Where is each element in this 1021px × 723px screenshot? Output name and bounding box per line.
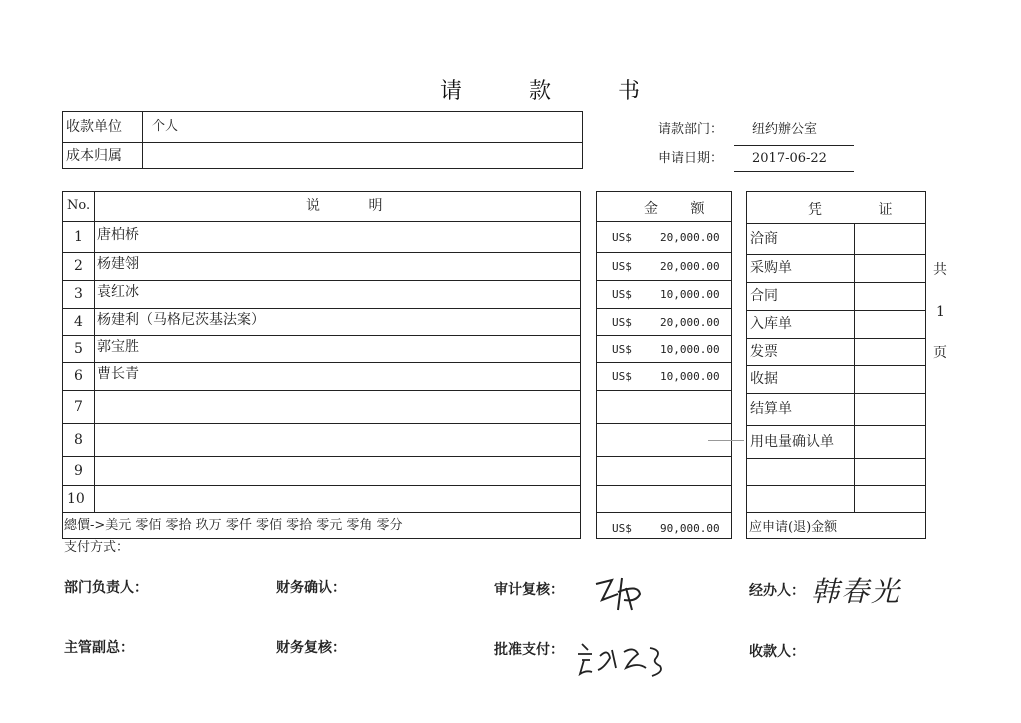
row-amount: 20,000.00 [660, 315, 720, 329]
audit-signature [588, 570, 658, 620]
dept-label: 请款部门： [658, 122, 724, 137]
row-divider [62, 308, 581, 309]
cost-label: 成本归属 [66, 148, 122, 164]
row-amount: 20,000.00 [660, 230, 720, 244]
row-currency: US$ [612, 315, 632, 329]
row-description: 杨建翎 [97, 256, 139, 272]
approve-pay-label: 批准支付： [494, 642, 564, 658]
voucher-item: 入库单 [750, 316, 792, 332]
row-divider [596, 280, 732, 281]
row-description: 杨建利（马格尼茨基法案） [97, 311, 265, 328]
row-number: 4 [74, 313, 83, 330]
date-value: 2017-06-22 [752, 151, 827, 166]
row-divider [62, 252, 581, 253]
row-divider [62, 221, 581, 222]
row-description: 袁红冰 [97, 284, 139, 300]
dept-value: 纽约辦公室 [752, 122, 818, 137]
voucher-row-divider [746, 365, 926, 366]
voucher-row-divider [746, 512, 926, 513]
voucher-header: 凭 证 [808, 202, 919, 218]
voucher-row-divider [746, 310, 926, 311]
row-divider [596, 456, 732, 457]
deputy-label: 主管副总： [64, 640, 134, 656]
approval-signature [572, 638, 682, 683]
row-divider [596, 221, 732, 222]
row-divider [596, 512, 732, 513]
document-title: 请 款 书 [440, 79, 670, 104]
voucher-row-divider [746, 282, 926, 283]
stray-mark [708, 440, 744, 441]
voucher-row-divider [746, 338, 926, 339]
voucher-row-divider [746, 254, 926, 255]
total-currency: US$ [612, 522, 632, 535]
date-label: 申请日期： [658, 151, 724, 166]
row-divider [62, 456, 581, 457]
voucher-row-divider [746, 485, 926, 486]
row-divider [596, 390, 732, 391]
row-number: 9 [74, 462, 83, 479]
dept-head-label: 部门负责人： [64, 580, 148, 596]
row-number: 7 [74, 398, 83, 415]
voucher-item: 发票 [750, 343, 778, 360]
handler-signature: 韩春光 [811, 575, 902, 608]
row-divider [596, 362, 732, 363]
voucher-item: 合同 [750, 288, 778, 304]
page-count: 1 [936, 304, 945, 320]
voucher-row-divider [746, 458, 926, 459]
payment-method-label: 支付方式： [64, 540, 130, 555]
voucher-item: 收据 [750, 371, 778, 387]
payee-label: 收款单位 [66, 119, 122, 135]
row-divider [596, 485, 732, 486]
row-currency: US$ [612, 260, 632, 273]
finance-confirm-label: 财务确认： [276, 580, 346, 596]
no-header: No. [67, 198, 91, 213]
page-suffix: 页 [933, 345, 947, 361]
row-divider [62, 280, 581, 281]
row-amount: 10,000.00 [660, 288, 720, 301]
total-in-words: 總價->美元 零佰 零拾 玖万 零仟 零佰 零拾 零元 零角 零分 [64, 518, 403, 533]
row-currency: US$ [612, 342, 632, 356]
finance-review-label: 财务复核： [276, 640, 346, 656]
total-amount: 90,000.00 [660, 522, 720, 535]
voucher-item: 用电量确认单 [750, 433, 834, 450]
row-divider [62, 423, 581, 424]
row-amount: 20,000.00 [660, 260, 720, 273]
row-divider [62, 485, 581, 486]
voucher-item: 结算单 [750, 401, 792, 417]
description-header: 说 明 [306, 198, 405, 214]
row-amount: 10,000.00 [660, 342, 720, 356]
amount-header: 金 额 [644, 201, 719, 217]
handler-label: 经办人： [749, 583, 805, 599]
row-number: 6 [74, 368, 83, 384]
voucher-row-divider [746, 223, 926, 224]
row-number: 8 [74, 431, 83, 448]
refund-amount-label: 应申请(退)金额 [749, 520, 838, 535]
row-description: 曹长青 [97, 366, 139, 382]
row-number: 1 [74, 228, 83, 245]
payee-value: 个人 [152, 119, 179, 134]
row-divider [62, 390, 581, 391]
voucher-row-divider [746, 425, 926, 426]
row-description: 唐柏桥 [97, 226, 139, 243]
row-number: 3 [74, 286, 83, 302]
row-amount: 10,000.00 [660, 370, 720, 383]
row-description: 郭宝胜 [97, 338, 139, 355]
row-divider [62, 362, 581, 363]
row-number: 2 [74, 258, 83, 274]
description-table [62, 191, 581, 539]
row-number: 5 [74, 340, 83, 357]
page-prefix: 共 [933, 262, 947, 278]
row-number: 10 [67, 490, 85, 507]
row-divider [596, 423, 732, 424]
row-divider [596, 335, 732, 336]
row-divider [596, 252, 732, 253]
row-currency: US$ [612, 230, 632, 244]
row-currency: US$ [612, 288, 632, 301]
receiver-label: 收款人： [749, 644, 805, 660]
row-divider [62, 512, 581, 513]
voucher-row-divider [746, 393, 926, 394]
audit-review-label: 审计复核： [494, 582, 564, 598]
row-divider [596, 308, 732, 309]
row-divider [62, 335, 581, 336]
voucher-item: 采购单 [750, 260, 792, 276]
header-info-box [62, 111, 583, 169]
row-currency: US$ [612, 370, 632, 383]
voucher-item: 洽商 [750, 230, 778, 247]
